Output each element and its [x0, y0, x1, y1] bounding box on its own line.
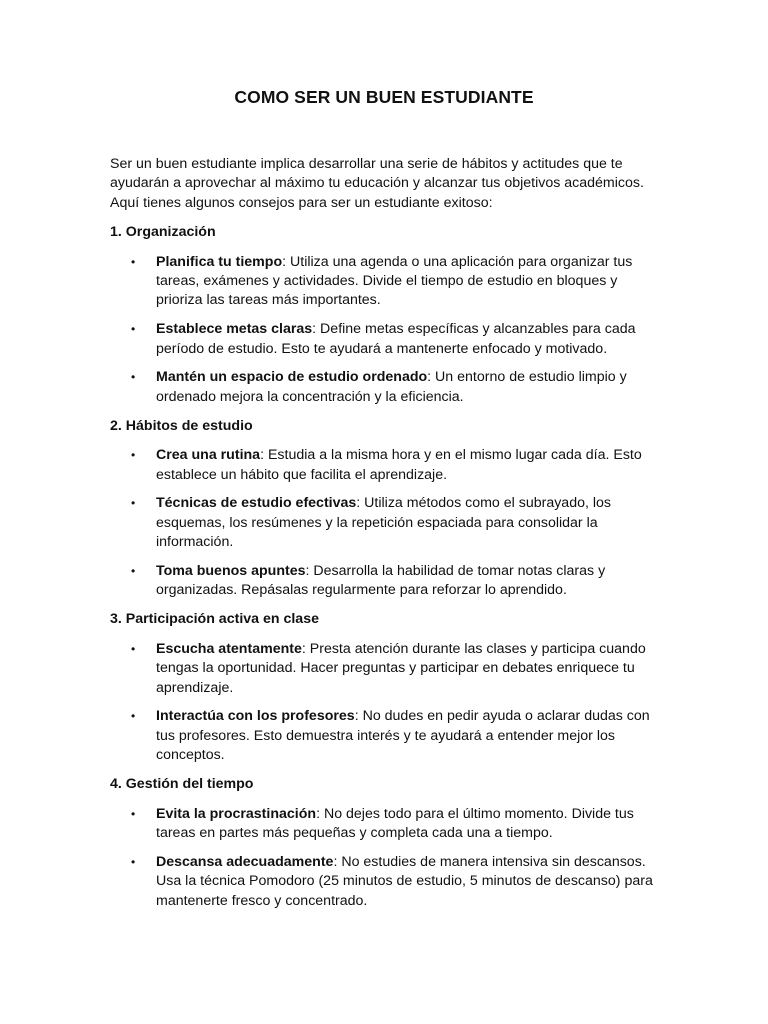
bullet-icon: • — [131, 854, 136, 869]
item-term: Evita la procrastinación — [156, 805, 317, 822]
section-list — [110, 640, 662, 766]
intro-paragraph: Ser un buen estudiante implica desarrollar una serie de hábitos y actitudes que te ayudarán a aprovechar al máximo tu educación y alcanzar tus objetivos académicos. Aquí tienes algunos consejos para ser un estudiante exitoso: — [110, 156, 644, 211]
item-description: : Define metas específicas y alcanzables para cada período de estudio. Esto te ayudará a mantenerte enfocado y motivado. — [156, 321, 636, 357]
list-item — [110, 320, 662, 359]
item-term: Mantén un espacio de estudio ordenado — [156, 369, 428, 386]
item-description: : No dudes en pedir ayuda o aclarar dudas con tus profesores. Esto demuestra interés y te ayudará a entender mejor los conceptos. — [156, 708, 650, 764]
list-item — [110, 853, 662, 911]
list-item — [110, 640, 662, 698]
item-term: Interactúa con los profesores — [156, 708, 355, 725]
item-description: : Presta atención durante las clases y participa cuando tengas la oportunidad. Hacer preguntas y participar en debates enriquece tu aprendizaje. — [156, 640, 646, 696]
section-list — [110, 805, 662, 911]
item-term: Toma buenos apuntes — [156, 563, 306, 580]
item-term: Planifica tu tiempo — [156, 253, 283, 270]
section-4 — [110, 775, 662, 911]
section-2 — [110, 417, 662, 601]
sections-container — [110, 223, 662, 911]
bullet-icon: • — [131, 370, 136, 385]
item-description: : Utiliza una agenda o una aplicación para organizar tus tareas, exámenes y actividades. Divide el tiempo de estudio en bloques y prioriza las tareas más importantes. — [156, 253, 633, 309]
bullet-icon: • — [131, 641, 136, 656]
bullet-icon: • — [131, 254, 136, 269]
section-heading: 1. Organización — [110, 224, 216, 241]
item-term: Descansa adecuadamente — [156, 853, 334, 870]
list-item — [110, 494, 662, 552]
item-description: : No estudies de manera intensiva sin descansos. Usa la técnica Pomodoro (25 minutos de estudio, 5 minutos de descanso) para mantenerte fresco y concentrado. — [156, 853, 653, 909]
section-1 — [110, 223, 662, 407]
list-item — [110, 253, 662, 311]
section-list — [110, 446, 662, 601]
section-heading: 2. Hábitos de estudio — [110, 417, 253, 434]
item-term: Escucha atentamente — [156, 640, 302, 657]
list-item — [110, 446, 662, 485]
item-description: : Desarrolla la habilidad de tomar notas claras y organizadas. Repásalas regularmente para reforzar lo aprendido. — [156, 563, 606, 599]
document-body — [110, 155, 662, 921]
section-heading: 4. Gestión del tiempo — [110, 776, 254, 793]
list-item — [110, 368, 662, 407]
bullet-icon: • — [131, 806, 136, 821]
item-term: Establece metas claras — [156, 321, 313, 338]
item-term: Técnicas de estudio efectivas — [156, 495, 357, 512]
list-item — [110, 562, 662, 601]
section-list — [110, 253, 662, 408]
item-description: : Estudia a la misma hora y en el mismo lugar cada día. Esto establece un hábito que facilita el aprendizaje. — [156, 447, 642, 483]
item-description: : Utiliza métodos como el subrayado, los esquemas, los resúmenes y la repetición espaciada para consolidar la información. — [156, 495, 611, 551]
section-3 — [110, 610, 662, 765]
item-term: Crea una rutina — [156, 447, 261, 464]
bullet-icon: • — [131, 322, 136, 337]
item-description: : Un entorno de estudio limpio y ordenado mejora la concentración y la eficiencia. — [156, 369, 627, 405]
bullet-icon: • — [131, 448, 136, 463]
bullet-icon: • — [131, 564, 136, 579]
list-item — [110, 805, 662, 844]
bullet-icon: • — [131, 496, 136, 511]
list-item — [110, 707, 662, 765]
item-description: : No dejes todo para el último momento. Divide tus tareas en partes más pequeñas y completa cada una a tiempo. — [156, 805, 634, 842]
section-heading: 3. Participación activa en clase — [110, 611, 319, 628]
page-title: COMO SER UN BUEN ESTUDIANTE — [234, 87, 534, 107]
bullet-icon: • — [131, 709, 136, 724]
